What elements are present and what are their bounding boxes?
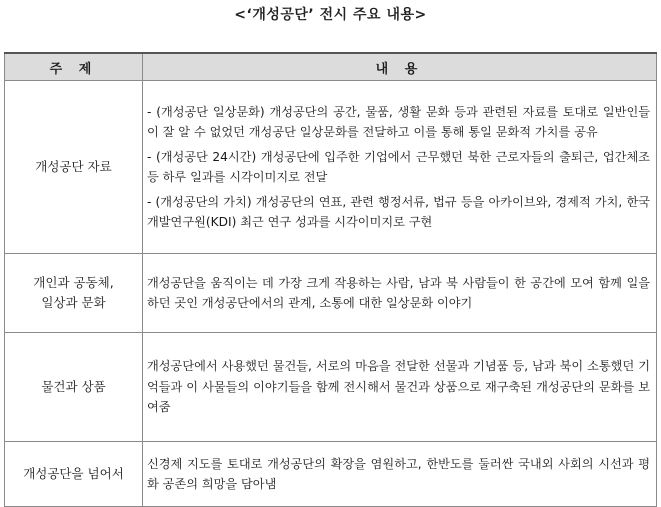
- table-row: [5, 254, 657, 333]
- row-topic-text: 개인과 공동체, 일상과 문화: [33, 275, 114, 310]
- table-row: [5, 81, 657, 254]
- table-row: [5, 442, 657, 507]
- row-content: [143, 254, 657, 333]
- content-item: 개성공단을 움직이는 데 가장 크게 작용하는 사람, 남과 북 사람들이 한 공간에 모여 함께 일을 하던 곳인 개성공단에서의 관계, 소통에 대한 일상문화 이야기: [147, 275, 650, 310]
- table-row: [5, 333, 657, 442]
- exhibit-table: [4, 52, 657, 507]
- row-topic: [5, 254, 143, 333]
- header-content: 내 용: [143, 53, 657, 81]
- content-item: - (개성공단 일상문화) 개성공단의 공간, 물품, 생활 문화 등과 관련된 자료를 토대로 일반인들이 잘 알 수 없었던 개성공단 일상문화를 전달하고 이를 통해 통일 문화적 가치를 공유: [147, 104, 650, 139]
- row-topic: 물건과 상품: [5, 333, 143, 442]
- row-content: [143, 333, 657, 442]
- header-topic: 주 제: [5, 53, 143, 81]
- row-topic: 개성공단 자료: [5, 81, 143, 254]
- content-item: - (개성공단의 가치) 개성공단의 연표, 관련 행정서류, 법규 등을 아카이브와, 경제적 가치, 한국개발연구원(KDI) 최근 연구 성과를 시각이미지로 구현: [147, 194, 650, 229]
- row-topic: 개성공단을 넘어서: [5, 442, 143, 507]
- content-item: - (개성공단 24시간) 개성공단에 입주한 기업에서 근무했던 북한 근로자들의 출퇴근, 업간체조 등 하루 일과를 시각이미지로 전달: [147, 149, 650, 184]
- table-header-row: [5, 53, 657, 81]
- content-item: 개성공단에서 사용했던 물건들, 서로의 마음을 전달한 선물과 기념품 등, 남과 북이 소통했던 기억들과 이 사물들의 이야기들을 함께 전시해서 물건과 상품으로 재구축된 개성공단의 문화를 보여줌: [147, 359, 650, 415]
- content-item: 신경제 지도를 토대로 개성공단의 확장을 염원하고, 한반도를 둘러싼 국내외 사회의 시선과 평화 공존의 희망을 담아냄: [147, 456, 650, 491]
- row-content: [143, 81, 657, 254]
- document-title: <‘개성공단’ 전시 주요 내용>: [234, 7, 427, 23]
- row-content: [143, 442, 657, 507]
